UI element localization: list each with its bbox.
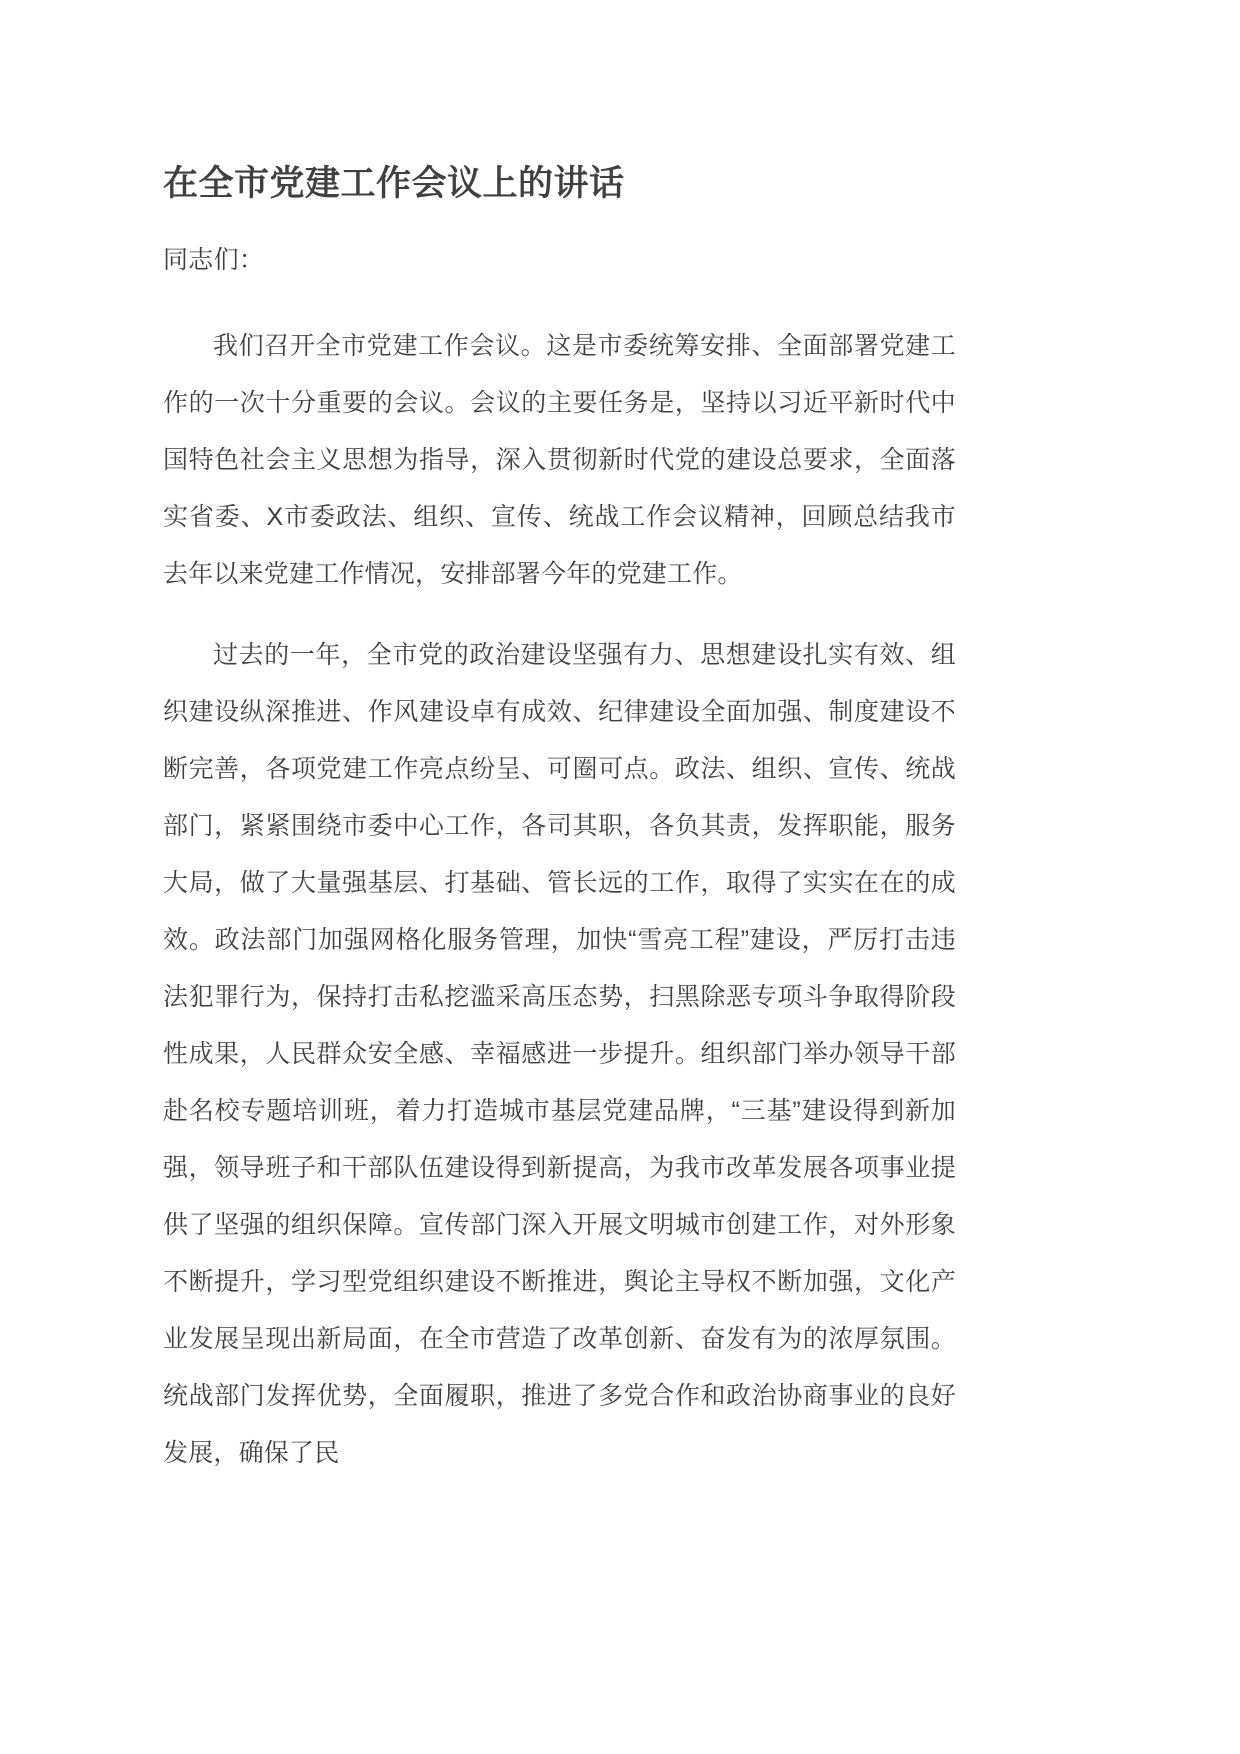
page-title: 在全市党建工作会议上的讲话 xyxy=(163,164,625,203)
salutation-line: 同志们： xyxy=(163,246,265,275)
body-paragraph-1: 我们召开全市党建工作会议。这是市委统筹安排、全面部署党建工作的一次十分重要的会议。会议的主要任务是，坚持以习近平新时代中国特色社会主义思想为指导，深入贯彻新时代党的建设总要求，全面落实省委、X市委政法、组织、宣传、统战工作会议精神，回顾总结我市去年以来党建工作情况，安排部署今年的党建工作。 xyxy=(163,332,956,589)
body-paragraph-2: 过去的一年，全市党的政治建设坚强有力、思想建设扎实有效、组织建设纵深推进、作风建设卓有成效、纪律建设全面加强、制度建设不断完善，各项党建工作亮点纷呈、可圈可点。政法、组织、宣传、统战部门，紧紧围绕市委中心工作，各司其职，各负其责，发挥职能，服务大局，做了大量强基层、打基础、管长远的工作，取得了实实在在的成效。政法部门加强网格化服务管理，加快“雪亮工程”建设，严厉打击违法犯罪行为，保持打击私挖滥采高压态势，扫黑除恶专项斗争取得阶段性成果，人民群众安全感、幸福感进一步提升。组织部门举办领导干部赴名校专题培训班，着力打造城市基层党建品牌，“三基”建设得到新加强，领导班子和干部队伍建设得到新提高，为我市改革发展各项事业提供了坚强的组织保障。宣传部门深入开展文明城市创建工作，对外形象不断提升，学习型党组织建设不断推进，舆论主导权不断加强，文化产业发展呈现出新局面，在全市营造了改革创新、奋发有为的浓厚氛围。统战部门发挥优势，全面履职，推进了多党合作和政治协商事业的良好发展，确保了民 xyxy=(163,641,956,1468)
document-content xyxy=(163,160,956,1482)
